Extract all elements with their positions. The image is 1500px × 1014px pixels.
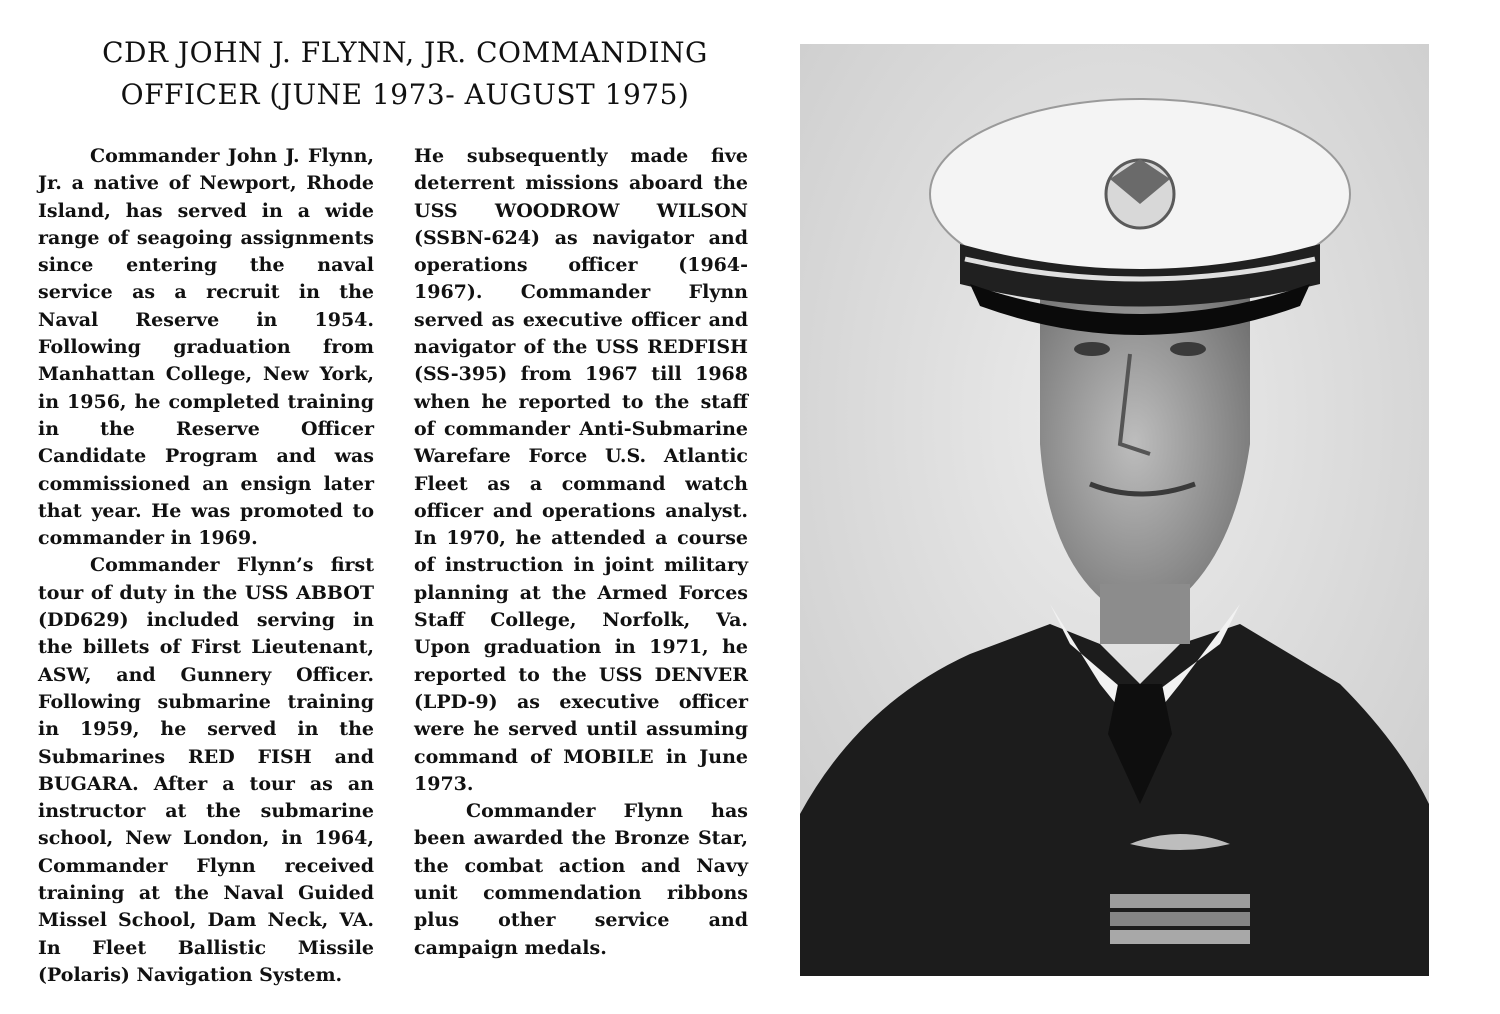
right-eye (1170, 342, 1206, 356)
neck (1100, 584, 1190, 644)
portrait-illustration (800, 44, 1429, 976)
text-column-right (414, 143, 748, 962)
paragraph-later-duty: He subsequently made five deterrent missions aboard the USS WOODROW WILSON (SSBN-624) as navigator and operations officer (1964-1967). Commander Flynn served as executive officer and navigator of the USS REDFISH (SS-395) from 1967 till 1968 when he reported to the staff of commander Anti-Submarine Warefare Force U.S. Atlantic Fleet as a command watch officer and operations analyst. In 1970, he attended a course of instruction in joint military planning at the Armed Forces Staff College, Norfolk, Va. Upon graduation in 1971, he reported to the USS DENVER (LPD-9) as executive officer were he served until assuming command of MOBILE in June 1973. (414, 145, 748, 795)
paragraph-early-duty: Commander Flynn’s first tour of duty in the USS ABBOT (DD629) included serving in the billets of First Lieutenant, ASW, and Gunnery Officer. Following submarine training in 1959, he served in the Submarines RED FISH and BUGARA. After a tour as an instructor at the submarine school, New London, in 1964, Commander Flynn received training at the Naval Guided Missel School, Dam Neck, VA. In Fleet Ballistic Missile (Polaris) Navigation System. (38, 554, 374, 986)
left-eye (1074, 342, 1110, 356)
ribbon-bar-row-1 (1110, 894, 1250, 908)
ribbon-bar-row-2 (1110, 912, 1250, 926)
paragraph-biography-intro: Commander John J. Flynn, Jr. a native of Newport, Rhode Island, has served in a wide range of seagoing assignments since entering the naval service as a recruit in the Naval Reserve in 1954. Following graduation from Manhattan College, New York, in 1956, he completed training in the Reserve Officer Candidate Program and was commissioned an ensign later that year. He was promoted to commander in 1969. (38, 145, 374, 550)
paragraph-awards: Commander Flynn has been awarded the Bronze Star, the combat action and Navy unit commendation ribbons plus other service and campaign medals. (414, 800, 748, 959)
text-column-left (38, 143, 374, 989)
page-title (30, 32, 780, 116)
title-line-1: CDR JOHN J. FLYNN, JR. COMMANDING (102, 36, 708, 69)
title-line-2: OFFICER (JUNE 1973- AUGUST 1975) (120, 78, 690, 111)
officer-portrait-photo (800, 44, 1429, 976)
ribbon-bar-row-3 (1110, 930, 1250, 944)
